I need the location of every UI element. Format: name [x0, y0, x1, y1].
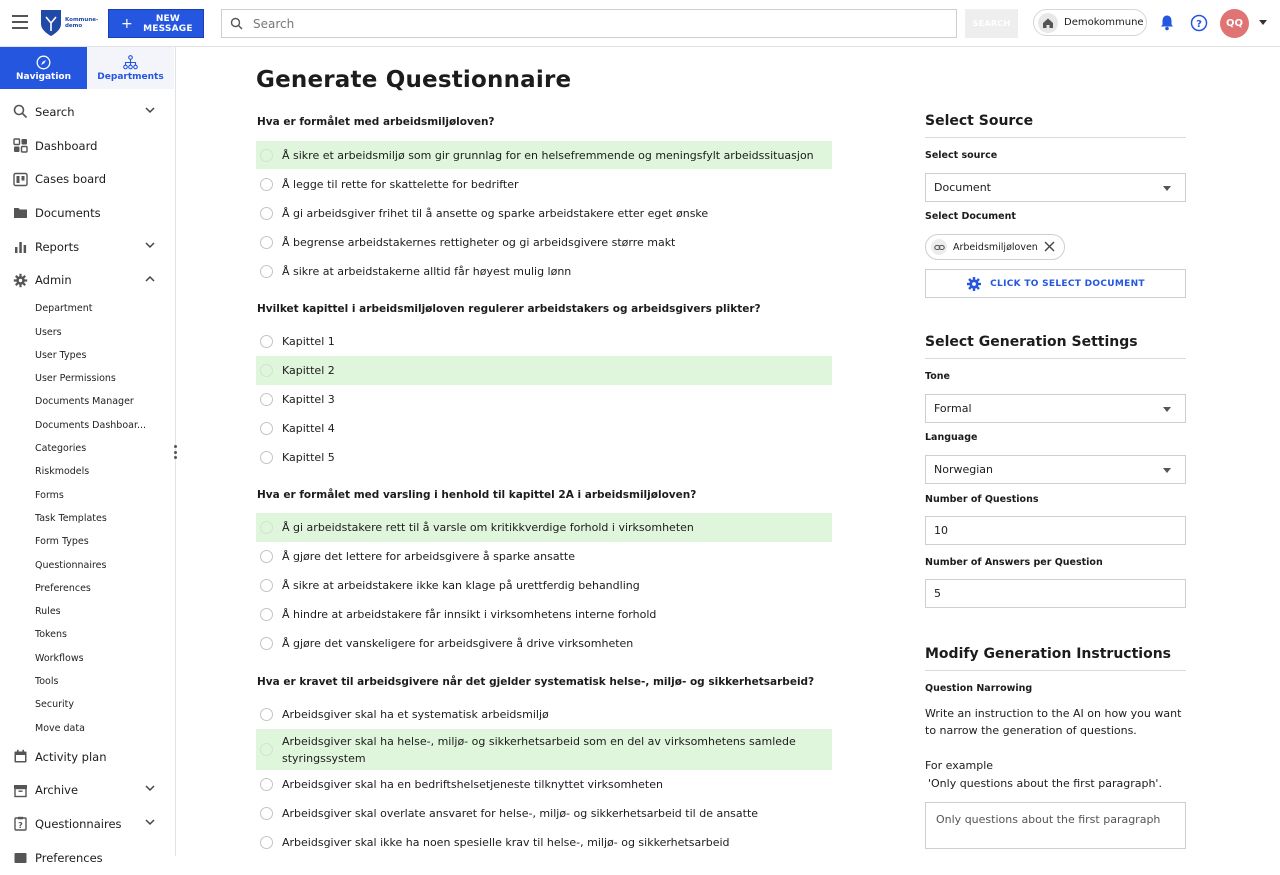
answer-text: Å gjøre det vanskeligere for arbeidsgivere å drive virksomheten	[282, 636, 634, 650]
chevron-down-icon	[1163, 186, 1171, 191]
answer-text: Å gjøre det lettere for arbeidsgivere å sparke ansatte	[282, 549, 575, 563]
sidebar-subitem-rules[interactable]: Rules	[35, 606, 61, 618]
answer-text: Å sikre at arbeidstakerne alltid får høyest mulig lønn	[282, 264, 572, 278]
sidebar-item-label: Activity plan	[35, 749, 107, 764]
search-input[interactable]	[253, 17, 933, 31]
sidebar-item-questionnaires[interactable]	[0, 807, 175, 841]
chevron-up-icon	[145, 275, 155, 282]
answer-option[interactable]	[256, 443, 832, 471]
example-text: 'Only questions about the first paragraph'.	[928, 777, 1162, 790]
chevron-down-icon	[1163, 407, 1171, 412]
sidebar-subitem-form-types[interactable]: Form Types	[35, 536, 89, 548]
answer-radio[interactable]	[260, 178, 273, 191]
user-avatar[interactable]: QQ	[1220, 9, 1249, 38]
answer-option[interactable]	[256, 571, 832, 599]
number-of-questions-value: 10	[934, 524, 948, 537]
answer-option[interactable]	[256, 257, 832, 285]
account-menu-chevron-down-icon[interactable]	[1259, 20, 1267, 25]
answer-radio[interactable]	[260, 778, 273, 791]
sidebar-subitem-tokens[interactable]: Tokens	[35, 629, 67, 641]
select-document-button[interactable]	[925, 269, 1186, 298]
answer-text: Arbeidsgiver skal ikke ha noen spesielle krav til helse-, miljø- og sikkerhetsarbeid	[282, 835, 730, 849]
answer-text: Å begrense arbeidstakernes rettigheter og gi arbeidsgivere større makt	[282, 235, 676, 249]
sidebar-subitem-task-templates[interactable]: Task Templates	[35, 512, 107, 524]
selected-document-name: Arbeidsmiljøloven	[953, 241, 1038, 253]
chevron-down-icon	[145, 107, 155, 114]
sidebar-subitem-department[interactable]: Department	[35, 303, 93, 315]
sidebar-subitem-move-data[interactable]: Move data	[35, 722, 85, 734]
folder-icon	[12, 205, 28, 221]
answer-radio[interactable]	[260, 149, 273, 162]
tab-navigation[interactable]	[0, 47, 87, 89]
answer-text: Å sikre at arbeidstakere ikke kan klage på urettferdig behandling	[282, 578, 640, 592]
new-message-label: NEW MESSAGE	[143, 13, 193, 34]
answer-text: Kapittel 2	[282, 364, 335, 377]
sidebar-subitem-categories[interactable]: Categories	[35, 443, 87, 455]
select-document-label: Select Document	[925, 211, 1016, 222]
sidebar-item-cases-board[interactable]	[0, 162, 175, 196]
sidebar-item-search[interactable]	[0, 95, 175, 129]
sidebar-subitem-user-types[interactable]: User Types	[35, 349, 87, 361]
answer-option[interactable]	[256, 170, 832, 198]
search-icon	[230, 17, 243, 30]
shield-logo-icon	[40, 9, 62, 37]
answer-text: Å sikre et arbeidsmiljø som gir grunnlag for en helsefremmende og meningsfylt arbeidssituasjon	[282, 148, 814, 162]
answer-option[interactable]	[256, 414, 832, 442]
answer-text: Å hindre at arbeidstakere får innsikt i virksomhetens interne forhold	[282, 607, 657, 621]
organization-selector[interactable]	[1033, 9, 1147, 36]
answer-radio[interactable]	[260, 207, 273, 220]
sidebar-item-admin[interactable]	[0, 263, 175, 297]
gear-icon	[12, 272, 28, 288]
calendar-icon	[12, 749, 28, 765]
number-of-questions-input[interactable]	[925, 516, 1186, 545]
sidebar-item-activity-plan[interactable]	[0, 740, 175, 774]
sidebar-item-label: Admin	[35, 273, 72, 288]
answer-text: Kapittel 3	[282, 392, 335, 406]
sidebar-item-documents[interactable]	[0, 196, 175, 230]
sidebar-item-label: Search	[35, 104, 75, 119]
answer-radio[interactable]	[260, 265, 273, 278]
tone-select-value: Formal	[934, 402, 972, 415]
answer-text: Å gi arbeidstakere rett til å varsle om kritikkverdige forhold i virksomheten	[282, 521, 694, 534]
sidebar-subitem-tools[interactable]: Tools	[35, 676, 59, 688]
question-text: Hvilket kapittel i arbeidsmiljøloven regulerer arbeidstakers og arbeidsgivers plikter?	[257, 303, 761, 315]
question-text: Hva er formålet med varsling i henhold til kapittel 2A i arbeidsmiljøloven?	[257, 489, 697, 501]
sidebar	[0, 47, 176, 865]
answer-radio[interactable]	[260, 743, 273, 756]
sidebar-tabs	[0, 47, 175, 89]
answer-radio[interactable]	[260, 807, 273, 820]
tone-select[interactable]	[925, 394, 1186, 423]
select-source-label: Select source	[925, 150, 998, 161]
sidebar-subitem-documents-manager[interactable]: Documents Manager	[35, 396, 134, 408]
bell-icon[interactable]	[1159, 14, 1175, 31]
answer-radio[interactable]	[260, 836, 273, 849]
answer-option[interactable]	[256, 799, 832, 827]
language-label: Language	[925, 432, 978, 443]
logo-text: Kommune-demo	[65, 17, 99, 29]
sidebar-subitem-forms[interactable]: Forms	[35, 489, 64, 501]
answer-text: Arbeidsgiver skal ha en bedriftshelsetjeneste tilknyttet virksomheten	[282, 777, 663, 791]
answer-option[interactable]	[256, 513, 832, 542]
generation-instructions-heading: Modify Generation Instructions	[925, 646, 1186, 671]
answer-option[interactable]	[256, 629, 832, 657]
chevron-down-icon	[145, 785, 155, 792]
answer-option[interactable]	[256, 700, 832, 728]
generation-settings-heading: Select Generation Settings	[925, 334, 1186, 359]
answer-option[interactable]	[256, 729, 832, 770]
gear-icon	[966, 276, 982, 292]
sidebar-item-label: Questionnaires	[35, 816, 122, 831]
sidebar-item-label: Archive	[35, 783, 79, 798]
answer-radio[interactable]	[260, 364, 273, 377]
number-of-answers-label: Number of Answers per Question	[925, 557, 1103, 568]
answer-text: Å legge til rette for skattelette for bedrifter	[282, 177, 519, 191]
close-icon[interactable]	[1043, 240, 1056, 253]
app-logo[interactable]	[40, 8, 99, 38]
sidebar-item-preferences[interactable]	[0, 841, 175, 875]
source-select[interactable]	[925, 173, 1186, 202]
answer-option[interactable]	[256, 828, 832, 856]
answer-radio[interactable]	[260, 608, 273, 621]
sidebar-item-label: Dashboard	[35, 138, 98, 153]
sidebar-subitem-questionnaires[interactable]: Questionnaires	[35, 559, 107, 571]
tab-departments[interactable]	[87, 47, 174, 89]
admin-submenu	[0, 297, 175, 740]
answer-text: Kapittel 5	[282, 450, 335, 464]
search-button[interactable]: SEARCH	[965, 9, 1018, 38]
answer-option[interactable]	[256, 356, 832, 385]
sidebar-subitem-riskmodels[interactable]: Riskmodels	[35, 466, 90, 478]
svg-text:?: ?	[17, 821, 23, 831]
clipboard-icon	[12, 816, 28, 832]
language-select[interactable]	[925, 455, 1186, 484]
chevron-down-icon	[145, 242, 155, 249]
number-of-answers-input[interactable]	[925, 579, 1186, 608]
sidebar-nav	[0, 89, 175, 875]
help-icon[interactable]	[1190, 14, 1208, 32]
sidebar-item-archive[interactable]	[0, 773, 175, 807]
tone-label: Tone	[925, 371, 950, 382]
answer-text: Arbeidsgiver skal ha et systematisk arbeidsmiljø	[282, 707, 549, 721]
sidebar-item-label: Preferences	[35, 850, 103, 865]
plus-icon: +	[121, 15, 133, 32]
answer-option[interactable]	[256, 770, 832, 798]
global-search[interactable]	[221, 9, 957, 38]
answer-radio[interactable]	[260, 236, 273, 249]
sidebar-item-dashboard[interactable]	[0, 129, 175, 163]
chevron-down-icon	[1163, 468, 1171, 473]
org-chart-icon	[123, 55, 138, 70]
select-source-heading: Select Source	[925, 113, 1186, 138]
number-of-questions-label: Number of Questions	[925, 494, 1039, 505]
source-select-value: Document	[934, 181, 991, 194]
answer-text: Kapittel 1	[282, 334, 335, 348]
answer-text: Arbeidsgiver skal overlate ansvaret for helse-, miljø- og sikkerhetsarbeid til de ansatte	[282, 806, 759, 820]
question-text: Hva er formålet med arbeidsmiljøloven?	[257, 116, 495, 128]
answer-radio[interactable]	[260, 451, 273, 464]
svg-text:?: ?	[1196, 19, 1202, 30]
answer-radio[interactable]	[260, 708, 273, 721]
main-content	[177, 47, 1280, 856]
question-narrowing-label: Question Narrowing	[925, 683, 1033, 694]
answer-radio[interactable]	[260, 637, 273, 650]
sidebar-subitem-preferences[interactable]: Preferences	[35, 582, 91, 594]
tab-navigation-label: Navigation	[15, 71, 72, 82]
page-title: Generate Questionnaire	[256, 67, 572, 93]
answer-option[interactable]	[256, 600, 832, 628]
menu-icon[interactable]	[12, 15, 28, 29]
example-label: For example	[925, 759, 994, 772]
answer-radio[interactable]	[260, 393, 273, 406]
home-icon	[1038, 13, 1058, 33]
answer-option[interactable]	[256, 141, 832, 169]
answer-option[interactable]	[256, 228, 832, 256]
answer-radio[interactable]	[260, 579, 273, 592]
answer-radio[interactable]	[260, 335, 273, 348]
link-icon	[931, 239, 947, 255]
sidebar-item-label: Cases board	[35, 172, 106, 187]
answer-radio[interactable]	[260, 550, 273, 563]
board-icon	[12, 171, 28, 187]
sidebar-subitem-workflows[interactable]: Workflows	[35, 652, 84, 664]
top-bar	[0, 0, 1280, 47]
sidebar-item-label: Documents	[35, 205, 101, 220]
compass-icon	[36, 55, 51, 70]
organization-name: Demokommune	[1064, 17, 1144, 28]
answer-radio[interactable]	[260, 422, 273, 435]
answer-option[interactable]	[256, 385, 832, 413]
tab-departments-label: Departments	[97, 71, 164, 82]
answer-text: Kapittel 4	[282, 421, 335, 435]
answer-option[interactable]	[256, 327, 832, 355]
new-message-button[interactable]	[108, 9, 204, 38]
chevron-down-icon	[145, 819, 155, 826]
sidebar-item-label: Reports	[35, 239, 80, 254]
archive-icon	[12, 782, 28, 798]
number-of-answers-value: 5	[934, 587, 941, 600]
search-icon	[12, 104, 28, 120]
answer-text: Å gi arbeidsgiver frihet til å ansette og sparke arbeidstakere etter eget ønske	[282, 206, 709, 220]
question-narrowing-description: Write an instruction to the AI on how you want to narrow the generation of questions.	[925, 707, 1182, 737]
sidebar-subitem-users[interactable]: Users	[35, 326, 62, 338]
sidebar-subitem-documents-dashboard[interactable]: Documents Dashboar...	[35, 419, 147, 431]
answer-text: Arbeidsgiver skal ha helse-, miljø- og sikkerhetsarbeid som en del av virksomhetens samlede styringssystem	[282, 734, 796, 765]
preferences-icon	[12, 850, 28, 866]
answer-option[interactable]	[256, 542, 832, 570]
language-select-value: Norwegian	[934, 463, 993, 476]
sidebar-subitem-security[interactable]: Security	[35, 699, 75, 711]
select-document-button-label: CLICK TO SELECT DOCUMENT	[990, 278, 1145, 289]
sidebar-item-reports[interactable]	[0, 230, 175, 264]
selected-document-chip[interactable]	[925, 234, 1065, 260]
question-narrowing-textarea[interactable]	[925, 802, 1186, 849]
answer-option[interactable]	[256, 199, 832, 227]
answer-radio[interactable]	[260, 521, 273, 534]
sidebar-subitem-user-permissions[interactable]: User Permissions	[35, 373, 116, 385]
bar-chart-icon	[12, 239, 28, 255]
question-text: Hva er kravet til arbeidsgivere når det gjelder systematisk helse-, miljø- og sikkerhetsarbeid?	[257, 676, 815, 688]
dashboard-icon	[12, 138, 28, 154]
